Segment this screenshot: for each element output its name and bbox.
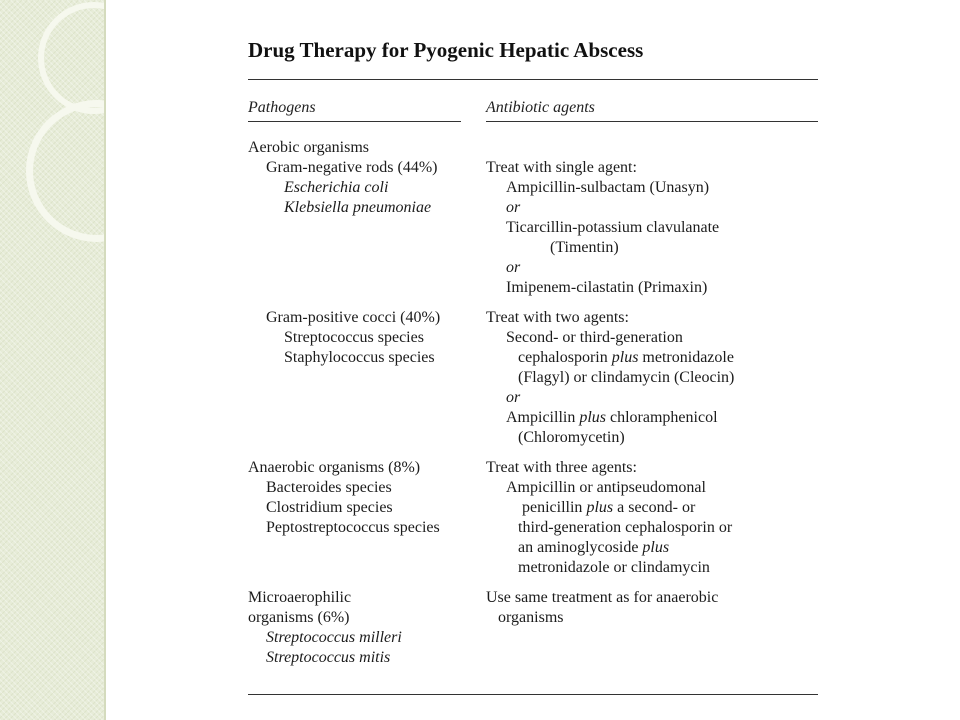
- plus-word: plus: [611, 349, 639, 366]
- treatment-heading: Treat with two agents:: [486, 309, 629, 326]
- treatment-line: (Timentin): [550, 239, 619, 256]
- pathogen-species: Klebsiella pneumoniae: [284, 199, 432, 216]
- table-title: Drug Therapy for Pyogenic Hepatic Abscess: [248, 38, 644, 62]
- drug-text: a second- or: [617, 499, 696, 516]
- treatment-line: Ampicillin-sulbactam (Unasyn): [506, 179, 710, 196]
- pathogen-species: Streptococcus milleri: [266, 629, 402, 646]
- header-rule-right: [486, 121, 818, 122]
- treatment-line: (Flagyl) or clindamycin (Cleocin): [518, 369, 735, 386]
- treatment-heading: Use same treatment as for anaerobic: [486, 589, 719, 606]
- column-header-antibiotics: Antibiotic agents: [486, 99, 595, 116]
- pathogen-species: Clostridium species: [266, 499, 393, 516]
- pathogen-species: Staphylococcus species: [284, 349, 435, 366]
- treatment-line: [506, 408, 718, 428]
- treatment-line: Ticarcillin-potassium clavulanate: [506, 219, 720, 236]
- treatment-line: (Chloromycetin): [518, 429, 625, 446]
- pathogen-species: Streptococcus species: [284, 329, 424, 346]
- treatment-line: Imipenem-cilastatin (Primaxin): [506, 279, 708, 296]
- plus-word: plus: [586, 499, 614, 516]
- treatment-line: [518, 538, 669, 558]
- drug-text: penicillin: [522, 499, 583, 516]
- treatment-line: Second- or third-generation: [506, 329, 683, 346]
- treatment-line: metronidazole or clindamycin: [518, 559, 710, 576]
- drug-text: chloramphenicol: [610, 409, 718, 426]
- treatment-heading: Treat with single agent:: [486, 159, 637, 176]
- pathogen-group: Aerobic organisms: [248, 139, 370, 156]
- pathogen-species: Peptostreptococcus species: [266, 519, 440, 536]
- pathogen-class: Gram-positive cocci (40%): [266, 309, 441, 326]
- treatment-line: organisms: [498, 609, 564, 626]
- treatment-or: or: [506, 199, 521, 216]
- treatment-line: third-generation cephalosporin or: [518, 519, 733, 536]
- drug-text: Ampicillin: [506, 409, 576, 426]
- drug-text: cephalosporin: [518, 349, 608, 366]
- header-rule-left: [248, 121, 461, 122]
- plus-word: plus: [642, 539, 670, 556]
- treatment-or: or: [506, 389, 521, 406]
- treatment-line: [518, 348, 734, 368]
- treatment-line: [522, 498, 695, 518]
- pathogen-class: Gram-negative rods (44%): [266, 159, 438, 176]
- treatment-or: or: [506, 259, 521, 276]
- pathogen-species: Bacteroides species: [266, 479, 392, 496]
- treatment-line: Ampicillin or antipseudomonal: [506, 479, 706, 496]
- title-rule: [248, 79, 818, 80]
- pathogen-species: Escherichia coli: [284, 179, 389, 196]
- drug-text: an aminoglycoside: [518, 539, 639, 556]
- pathogen-group: organisms (6%): [248, 609, 350, 626]
- plus-word: plus: [579, 409, 606, 426]
- pathogen-group: Anaerobic organisms (8%): [248, 459, 421, 476]
- treatment-heading: Treat with three agents:: [486, 459, 637, 476]
- column-header-pathogens: Pathogens: [248, 99, 316, 116]
- bottom-rule: [248, 694, 818, 695]
- pathogen-group: Microaerophilic: [248, 589, 352, 606]
- drug-text: metronidazole: [642, 349, 734, 366]
- pathogen-species: Streptococcus mitis: [266, 649, 391, 666]
